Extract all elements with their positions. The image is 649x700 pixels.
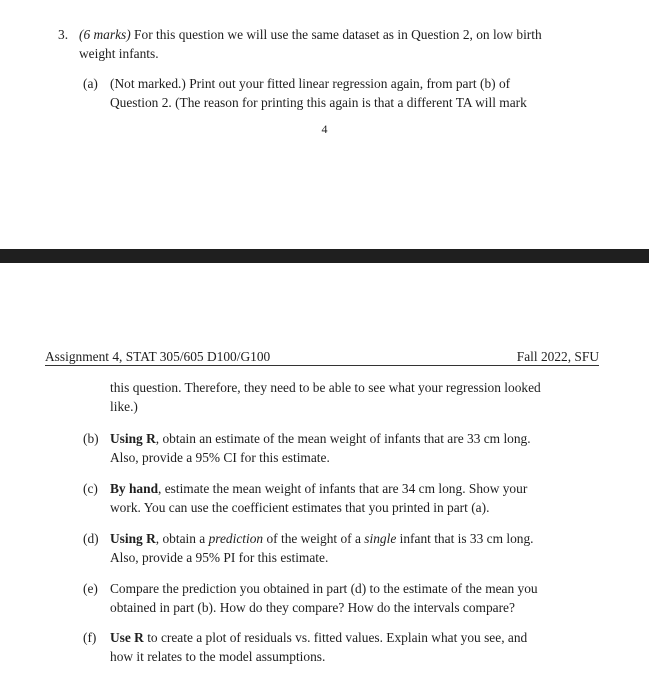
part-b-label: (b) — [83, 431, 99, 446]
part-d-line1: Using R, obtain a prediction of the weight of a single infant that is 33 cm long. — [110, 531, 534, 546]
part-f-label: (f) — [83, 630, 97, 645]
running-header-left: Assignment 4, STAT 305/605 D100/G100 — [45, 349, 271, 364]
part-e-line2: obtained in part (b). How do they compare? How do the intervals compare? — [110, 600, 515, 615]
part-a-label: (a) — [83, 76, 98, 91]
part-f-line2: how it relates to the model assumptions. — [110, 649, 326, 664]
part-c-line1: By hand, estimate the mean weight of infants that are 34 cm long. Show your — [110, 481, 528, 496]
part-d-bold: Using R — [110, 531, 156, 546]
part-c — [83, 479, 599, 517]
continuation-line2: like.) — [110, 399, 138, 414]
header-rule — [45, 365, 599, 366]
question-intro-line2: weight infants. — [79, 46, 159, 61]
part-c-line2: work. You can use the coefficient estimates that you printed in part (a). — [110, 500, 490, 515]
continuation-line1: this question. Therefore, they need to be able to see what your regression looked — [110, 380, 541, 395]
page-separator-bar — [0, 249, 649, 263]
part-e-label: (e) — [83, 581, 98, 596]
part-e — [83, 579, 599, 617]
part-a-line1: (Not marked.) Print out your fitted linear regression again, from part (b) of — [110, 76, 511, 91]
part-f-line1: Use R to create a plot of residuals vs. fitted values. Explain what you see, and — [110, 630, 528, 645]
part-d-italic-prediction: prediction — [208, 531, 264, 546]
part-f — [83, 628, 599, 666]
part-c-label: (c) — [83, 481, 98, 496]
part-d-line2: Also, provide a 95% PI for this estimate. — [110, 550, 329, 565]
part-b-bold: Using R — [110, 431, 156, 446]
part-b-line1: Using R, obtain an estimate of the mean weight of infants that are 33 cm long. — [110, 431, 531, 446]
question-intro-line1: For this question we will use the same dataset as in Question 2, on low birth — [130, 27, 542, 42]
running-header-right: Fall 2022, SFU — [516, 349, 599, 364]
document-page-top — [0, 0, 649, 249]
part-a-line2: Question 2. (The reason for printing this again is that a different TA will mark — [110, 95, 527, 110]
question-3-heading — [58, 25, 603, 44]
part-d-label: (d) — [83, 531, 99, 546]
part-c-bold: By hand — [110, 481, 159, 496]
part-d-italic-single: single — [364, 531, 397, 546]
page-number: 4 — [321, 122, 328, 136]
part-b-line2: Also, provide a 95% CI for this estimate. — [110, 450, 330, 465]
part-a-continuation — [110, 378, 599, 416]
part-a — [83, 74, 599, 112]
part-b — [83, 429, 599, 467]
question-number: 3. — [58, 27, 69, 42]
part-d — [83, 529, 599, 567]
document-page-bottom — [0, 263, 649, 700]
part-f-bold: Use R — [110, 630, 144, 645]
question-marks: (6 marks) — [79, 27, 131, 42]
part-e-line1: Compare the prediction you obtained in part (d) to the estimate of the mean you — [110, 581, 538, 596]
